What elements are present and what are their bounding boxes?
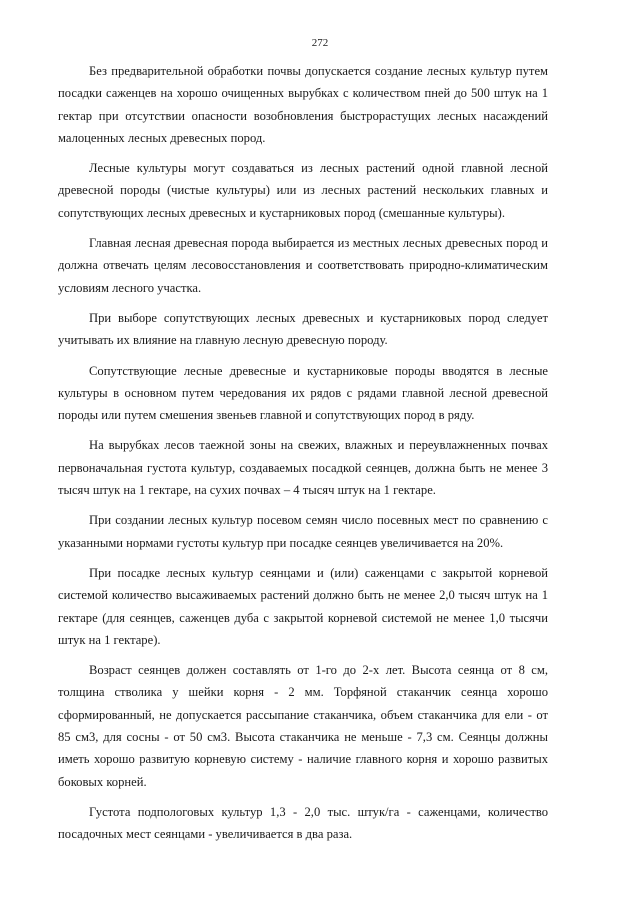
page-number: 272 (311, 37, 329, 49)
paragraph: Главная лесная древесная порода выбирается из местных лесных древесных пород и должна отвечать целям лесовосстановления и соответствовать природно-климатическим условиям лесного участка. (58, 236, 548, 295)
paragraph: При создании лесных культур посевом семян число посевных мест по сравнению с указанными нормами густоты культур при посадке сеянцев увеличивается на 20%. (58, 513, 548, 550)
paragraph: Лесные культуры могут создаваться из лесных растений одной главной лесной древесной породы (чистые культуры) или из лесных растений нескольких главных и сопутствующих лесных древесных и кустарниковых пород (смешанные культуры). (58, 161, 548, 220)
paragraph: На вырубках лесов таежной зоны на свежих, влажных и переувлажненных почвах первоначальная густота культур, создаваемых посадкой сеянцев, должна быть не менее 3 тысяч штук на 1 гектаре, на сухих почвах – 4 тысяч штук на 1 гектаре. (58, 438, 548, 498)
paragraph: Сопутствующие лесные древесные и кустарниковые породы вводятся в лесные культуры в основном путем чередования их рядов с рядами главной лесной древесной породы или путем смешения звеньев главной и сопутствующих пород в ряду. (58, 363, 548, 423)
paragraph: При выборе сопутствующих лесных древесных и кустарниковых пород следует учитывать их влияние на главную лесную древесную породу. (58, 310, 548, 348)
paragraph: Возраст сеянцев должен составлять от 1-го до 2-х лет. Высота сеянца от 8 см, толщина стволика у шейки корня - 2 мм. Торфяной стаканчик сеянца хорошо сформированный, не допускается рассыпание стаканчика, объем стаканчика для ели - от 85 см3, для сосны - от 50 см3. Высота стаканчика не меньше - 7,3 см. Сеянцы должны иметь хорошо развитую корневую систему - наличие главного корня и хорошо развитых боковых корней. (58, 663, 548, 789)
paragraph: Без предварительной обработки почвы допускается создание лесных культур путем посадки саженцев на хорошо очищенных вырубках с количеством пней до 500 штук на 1 гектар при отсутствии опасности возобновления быстрорастущих лесных насаждений малоценных лесных древесных пород. (58, 64, 548, 145)
paragraph: Густота подпологовых культур 1,3 - 2,0 тыс. штук/га - саженцами, количество посадочных мест сеянцами - увеличивается в два раза. (58, 804, 548, 842)
paragraph: При посадке лесных культур сеянцами и (или) саженцами с закрытой корневой системой количество высаживаемых растений должно быть не менее 2,0 тысяч штук на 1 гектаре (для сеянцев, саженцев дуба с закрытой корневой системой не менее 1,0 тысячи штук на 1 гектаре). (58, 565, 548, 647)
body-text (58, 60, 548, 854)
